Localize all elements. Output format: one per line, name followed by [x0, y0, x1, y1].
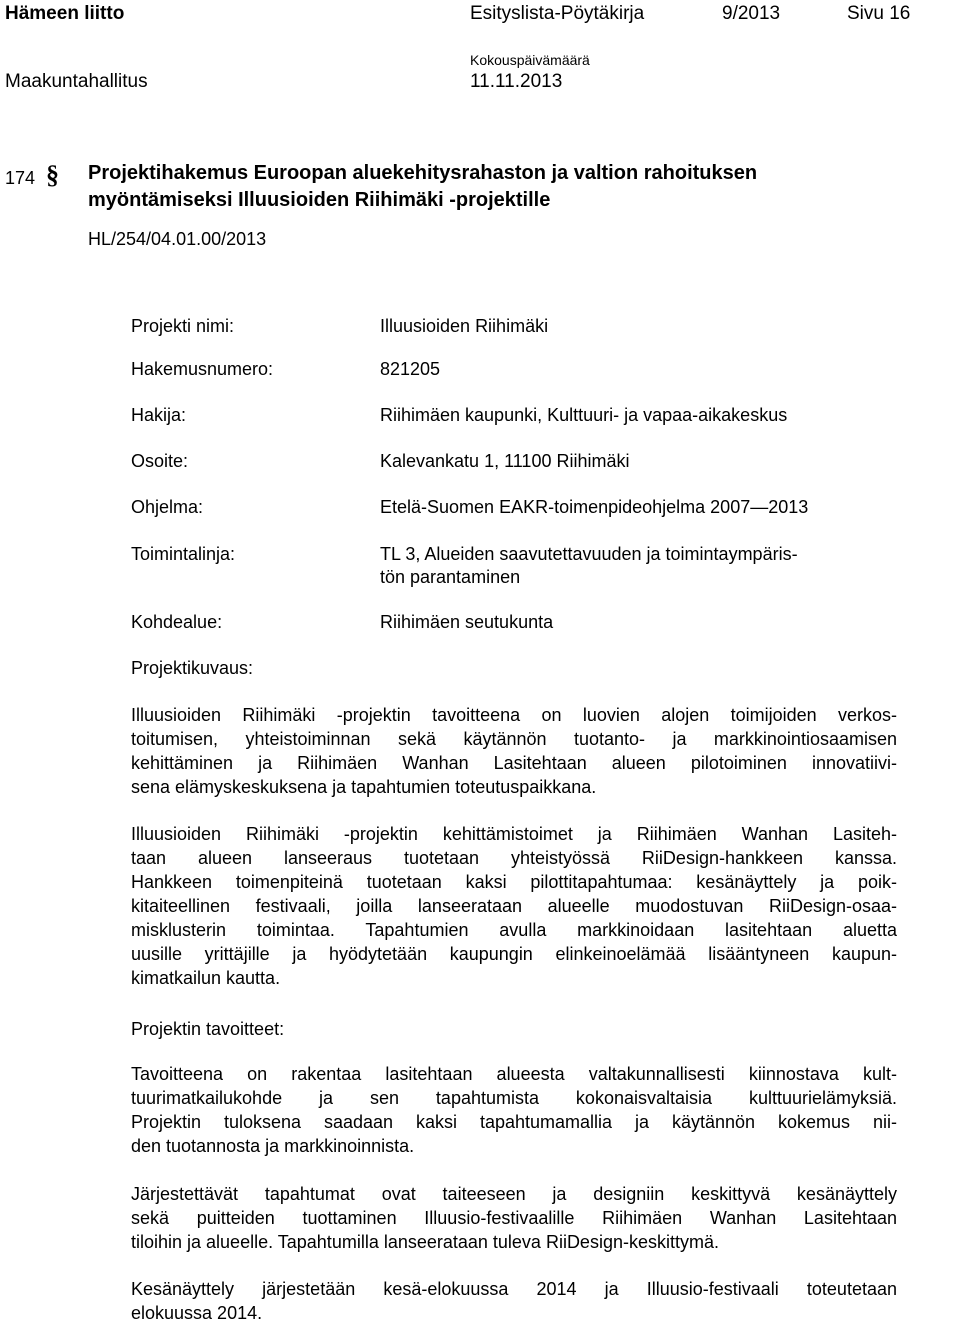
text-line: kitaiteellinen festivaali, joilla lanseerataan alueelle muodostuvan RiiDesign-osaa-: [131, 896, 897, 916]
item-number: 174: [5, 168, 36, 188]
text-line: uusille yrittäjille ja hyödytetään kaupungin elinkeinoelämää lisääntyneen kaupun-: [131, 944, 897, 964]
application-number-value: 821205: [380, 359, 441, 379]
text-line: Illuusioiden Riihimäki -projektin tavoitteena on luovien alojen toimijoiden verkos-: [131, 705, 897, 725]
application-number-label: Hakemusnumero:: [131, 359, 274, 379]
text-line: sekä puitteiden tuottaminen Illuusio-festivaalille Riihimäen Wanhan Lasitehtaan: [131, 1208, 897, 1228]
document-type: Esityslista-Pöytäkirja: [470, 3, 645, 24]
target-area-value: Riihimäen seutukunta: [380, 612, 554, 632]
programme-label: Ohjelma:: [131, 497, 204, 517]
action-line-value-1: TL 3, Alueiden saavutettavuuden ja toimintaympäris-: [380, 544, 798, 564]
goals-paragraph-3: [131, 1277, 897, 1325]
target-area-label: Kohdealue:: [131, 612, 223, 632]
text-line: Illuusioiden Riihimäki -projektin kehittämistoimet ja Riihimäen Wanhan Lasiteh-: [131, 824, 897, 844]
text-line: tiloihin ja alueelle. Tapahtumilla lanseerataan tuleva RiiDesign-keskittymä.: [131, 1232, 719, 1252]
organization-name: Hämeen liitto: [5, 3, 125, 24]
text-line: Projektin tuloksena saadaan kaksi tapahtumamallia ja käytännön kokemus nii-: [131, 1112, 897, 1132]
text-line: tuurimatkailukohde ja sen tapahtumista kokonaisvaltaisia kulttuurielämyksiä.: [131, 1088, 897, 1108]
page-number: Sivu 16: [847, 3, 911, 24]
text-line: toitumisen, yhteistoiminnan sekä käytännön tuotanto- ja markkinointiosaamisen: [131, 729, 897, 749]
text-line: kehittäminen ja Riihimäen Wanhan Lasitehtaan alueen pilotoiminen innovatiivi-: [131, 753, 897, 773]
text-line: sena elämyskeskuksena ja tapahtumien toteutuspaikkana.: [131, 777, 597, 797]
meeting-date: 11.11.2013: [470, 71, 563, 92]
text-line: elokuussa 2014.: [131, 1303, 263, 1323]
description-label: Projektikuvaus:: [131, 658, 254, 678]
text-line: Kesänäyttely järjestetään kesä-elokuussa 2014 ja Illuusio-festivaali toteutetaan: [131, 1279, 897, 1299]
text-line: kimatkailun kautta.: [131, 968, 281, 988]
project-name-label: Projekti nimi:: [131, 316, 235, 336]
description-paragraph-1: [131, 703, 897, 799]
section-sign-icon: [46, 162, 60, 193]
meeting-date-label: Kokouspäivämäärä: [470, 52, 590, 68]
goals-paragraph-2: [131, 1182, 897, 1254]
text-line: den tuotannosta ja markkinoinnista.: [131, 1136, 415, 1156]
text-line: Järjestettävät tapahtumat ovat taiteeseen ja designiin keskittyvä kesänäyttely: [131, 1184, 897, 1204]
programme-value: Etelä-Suomen EAKR-toimenpideohjelma 2007—2013: [380, 497, 809, 517]
item-reference: HL/254/04.01.00/2013: [88, 229, 267, 249]
goals-label: Projektin tavoitteet:: [131, 1019, 285, 1039]
goals-paragraph-1: [131, 1062, 897, 1158]
action-line-label: Toimintalinja:: [131, 544, 236, 564]
governing-body: Maakuntahallitus: [5, 71, 148, 92]
applicant-label: Hakija:: [131, 405, 187, 425]
issue-number: 9/2013: [722, 3, 781, 24]
text-line: misklusterin toimintaa. Tapahtumien avulla markkinoidaan lasitehtaan aluetta: [131, 920, 897, 940]
address-value: Kalevankatu 1, 11100 Riihimäki: [380, 451, 630, 471]
svg-text:§: §: [46, 162, 59, 188]
item-title-line-2: myöntämiseksi Illuusioiden Riihimäki -projektille: [88, 189, 551, 211]
action-line-value-2: tön parantaminen: [380, 567, 521, 587]
text-line: Tavoitteena on rakentaa lasitehtaan alueesta valtakunnallisesti kiinnostava kult-: [131, 1064, 897, 1084]
project-name-value: Illuusioiden Riihimäki: [380, 316, 549, 336]
applicant-value: Riihimäen kaupunki, Kulttuuri- ja vapaa-aikakeskus: [380, 405, 788, 425]
address-label: Osoite:: [131, 451, 189, 471]
text-line: Hankkeen toimenpiteinä tuotetaan kaksi pilottitapahtumaa: kesänäyttely ja poik-: [131, 872, 897, 892]
item-title-line-1: Projektihakemus Euroopan aluekehitysrahaston ja valtion rahoituksen: [88, 162, 758, 184]
text-line: taan alueen lanseeraus tuotetaan yhteistyössä RiiDesign-hankkeen kanssa.: [131, 848, 897, 868]
description-paragraph-2: [131, 822, 897, 990]
